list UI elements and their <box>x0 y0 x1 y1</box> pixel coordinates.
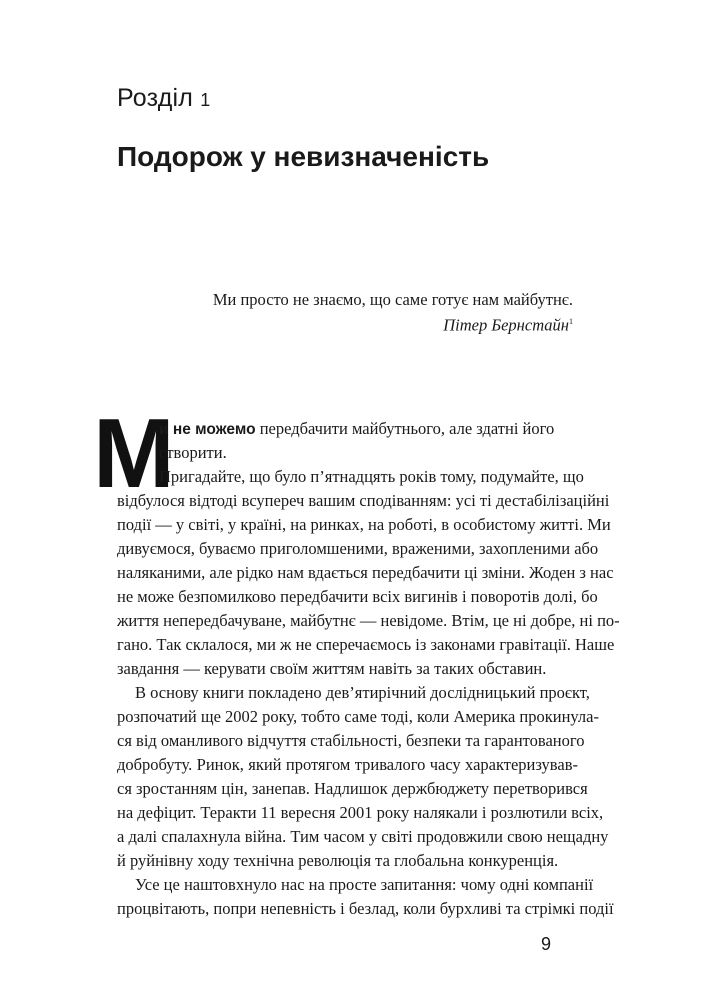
body-line: ся від оманливого відчуття стабільності, безпеки та гарантованого <box>117 731 585 750</box>
body-line: Пригадайте, що було п’ятнадцять років тому, подумайте, що <box>159 467 584 486</box>
body-line: В основу книги покладено дев’ятирічний дослідницький проєкт, <box>135 683 590 702</box>
epigraph-quote: Ми просто не знаємо, що саме готує нам майбутнє. <box>212 290 573 309</box>
body-line: дивуємося, буваємо приголомшеними, враженими, захопленими або <box>117 539 599 558</box>
body-line <box>159 418 578 441</box>
body-line: й руйнівну ходу технічна революція та глобальна конкуренція. <box>117 851 559 870</box>
body-line: на дефіцит. Теракти 11 вересня 2001 року налякали і розлютили всіх, <box>117 803 604 822</box>
body-line: гано. Так склалося, ми ж не сперечаємось із законами гравітації. Наше <box>117 635 615 654</box>
body-line: наляканими, але рідко нам вдається передбачити ці зміни. Жоден з нас <box>117 563 614 582</box>
chapter-label <box>117 84 210 113</box>
body-line: ся зростанням цін, занепав. Надлишок держбюджету перетворився <box>117 779 588 798</box>
footnote-reference: 1 <box>569 317 573 326</box>
body-line: відбулося відтоді всупереч вашим сподіванням: усі ті дестабілізаційні <box>117 491 610 510</box>
lead-bold-text: и не можемо <box>159 421 256 438</box>
chapter-title: Подорож у невизначеність <box>117 141 490 172</box>
body-line: події — у світі, у країні, на ринках, на роботі, в особистому житті. Ми <box>117 515 611 534</box>
body-line: завдання — керувати своїм життям навіть за таких обставин. <box>117 659 547 678</box>
epigraph-author: Пітер Бернстайн <box>443 315 569 335</box>
body-line: створити. <box>159 443 227 462</box>
page-number: 9 <box>541 934 552 954</box>
epigraph <box>213 289 573 337</box>
body-line: а далі спалахнула війна. Тим часом у світі продовжили свою нещадну <box>117 827 609 846</box>
chapter-number: 1 <box>200 90 211 110</box>
body-line: життя непередбачуване, майбутнє — невідоме. Втім, це ні добре, ні по- <box>117 611 620 630</box>
body-line: розпочатий ще 2002 року, тобто саме тоді, коли Америка прокинула- <box>117 707 599 726</box>
drop-cap: М <box>93 398 171 508</box>
body-line: не може безпомилково передбачити всіх вигинів і поворотів долі, бо <box>117 587 598 606</box>
body-line: процвітають, попри непевність і безлад, коли бурхливі та стрімкі події <box>117 899 614 918</box>
body-line: Усе це наштовхнуло нас на просте запитання: чому одні компанії <box>135 875 594 894</box>
body-line: добробуту. Ринок, який протягом тривалого часу характеризував- <box>117 755 578 774</box>
first-line-text: передбачити майбутнього, але здатні його <box>255 419 555 438</box>
chapter-label-text: Розділ <box>117 84 194 112</box>
